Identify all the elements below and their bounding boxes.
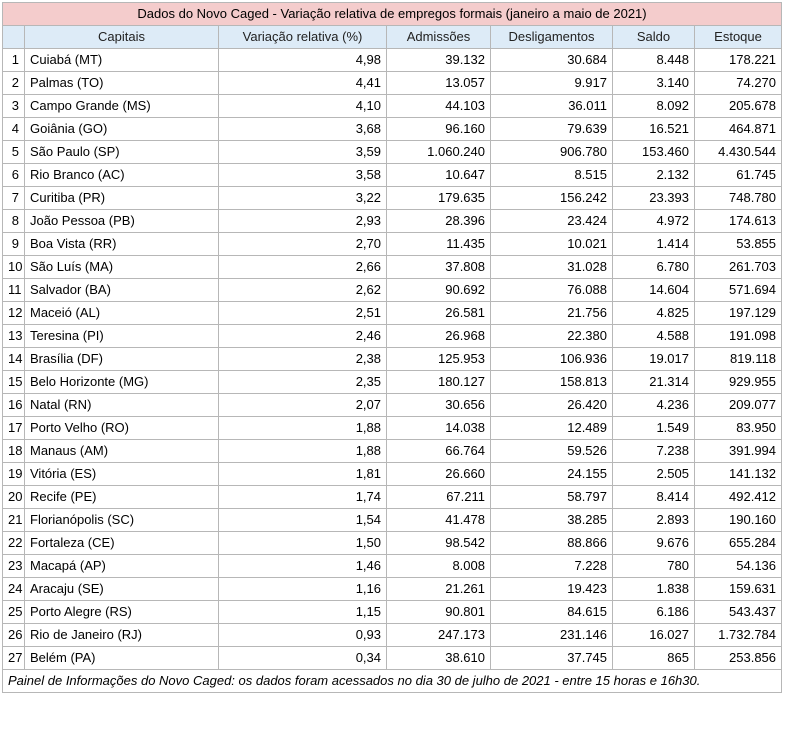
table-row — [3, 486, 782, 509]
cell-desligamentos: 84.615 — [491, 601, 613, 624]
row-number: 13 — [3, 325, 25, 348]
table-row — [3, 578, 782, 601]
cell-capital: Macapá (AP) — [25, 555, 219, 578]
table-row — [3, 187, 782, 210]
cell-saldo: 9.676 — [613, 532, 695, 555]
cell-admissoes: 28.396 — [387, 210, 491, 233]
cell-desligamentos: 79.639 — [491, 118, 613, 141]
cell-variacao: 2,93 — [219, 210, 387, 233]
cell-variacao: 4,41 — [219, 72, 387, 95]
cell-estoque: 54.136 — [695, 555, 782, 578]
cell-saldo: 2.505 — [613, 463, 695, 486]
cell-variacao: 2,51 — [219, 302, 387, 325]
table-row — [3, 118, 782, 141]
cell-variacao: 2,70 — [219, 233, 387, 256]
cell-variacao: 1,88 — [219, 417, 387, 440]
cell-desligamentos: 26.420 — [491, 394, 613, 417]
table-row — [3, 49, 782, 72]
cell-desligamentos: 38.285 — [491, 509, 613, 532]
cell-estoque: 655.284 — [695, 532, 782, 555]
row-number: 25 — [3, 601, 25, 624]
table-row — [3, 371, 782, 394]
table-row — [3, 601, 782, 624]
cell-capital: Florianópolis (SC) — [25, 509, 219, 532]
table-header-row — [3, 26, 782, 49]
caged-data-table — [2, 2, 782, 693]
table-footer-row — [3, 670, 782, 693]
row-number: 12 — [3, 302, 25, 325]
cell-saldo: 8.414 — [613, 486, 695, 509]
cell-estoque: 748.780 — [695, 187, 782, 210]
cell-estoque: 205.678 — [695, 95, 782, 118]
row-number: 9 — [3, 233, 25, 256]
cell-desligamentos: 12.489 — [491, 417, 613, 440]
cell-capital: Belo Horizonte (MG) — [25, 371, 219, 394]
cell-estoque: 178.221 — [695, 49, 782, 72]
cell-saldo: 2.893 — [613, 509, 695, 532]
row-number: 5 — [3, 141, 25, 164]
cell-capital: Rio de Janeiro (RJ) — [25, 624, 219, 647]
table-row — [3, 95, 782, 118]
cell-saldo: 6.780 — [613, 256, 695, 279]
source-note: Painel de Informações do Novo Caged: os dados foram acessados no dia 30 de julho de 2021 - entre 15 horas e 16h30. — [3, 670, 782, 693]
cell-variacao: 2,07 — [219, 394, 387, 417]
cell-desligamentos: 88.866 — [491, 532, 613, 555]
cell-variacao: 2,38 — [219, 348, 387, 371]
table-row — [3, 233, 782, 256]
cell-capital: Porto Alegre (RS) — [25, 601, 219, 624]
cell-variacao: 0,93 — [219, 624, 387, 647]
cell-desligamentos: 156.242 — [491, 187, 613, 210]
cell-saldo: 3.140 — [613, 72, 695, 95]
cell-estoque: 53.855 — [695, 233, 782, 256]
cell-desligamentos: 19.423 — [491, 578, 613, 601]
table-row — [3, 210, 782, 233]
cell-admissoes: 39.132 — [387, 49, 491, 72]
cell-saldo: 1.549 — [613, 417, 695, 440]
cell-capital: Goiânia (GO) — [25, 118, 219, 141]
cell-variacao: 4,10 — [219, 95, 387, 118]
cell-saldo: 1.838 — [613, 578, 695, 601]
row-number: 23 — [3, 555, 25, 578]
cell-variacao: 3,59 — [219, 141, 387, 164]
column-header-admissoes[interactable]: Admissões — [387, 26, 491, 49]
row-number: 15 — [3, 371, 25, 394]
column-header-desligamentos[interactable]: Desligamentos — [491, 26, 613, 49]
row-number: 21 — [3, 509, 25, 532]
cell-desligamentos: 36.011 — [491, 95, 613, 118]
cell-saldo: 1.414 — [613, 233, 695, 256]
column-header-estoque[interactable]: Estoque — [695, 26, 782, 49]
table-row — [3, 624, 782, 647]
cell-admissoes: 10.647 — [387, 164, 491, 187]
cell-capital: Teresina (PI) — [25, 325, 219, 348]
cell-admissoes: 247.173 — [387, 624, 491, 647]
cell-desligamentos: 58.797 — [491, 486, 613, 509]
cell-variacao: 3,68 — [219, 118, 387, 141]
table-row — [3, 394, 782, 417]
cell-estoque: 1.732.784 — [695, 624, 782, 647]
row-number: 1 — [3, 49, 25, 72]
cell-variacao: 1,54 — [219, 509, 387, 532]
cell-admissoes: 8.008 — [387, 555, 491, 578]
table-row — [3, 279, 782, 302]
page-title: Dados do Novo Caged - Variação relativa de empregos formais (janeiro a maio de 2021) — [3, 3, 782, 26]
cell-desligamentos: 7.228 — [491, 555, 613, 578]
cell-desligamentos: 9.917 — [491, 72, 613, 95]
cell-capital: Aracaju (SE) — [25, 578, 219, 601]
cell-admissoes: 1.060.240 — [387, 141, 491, 164]
row-number: 14 — [3, 348, 25, 371]
cell-desligamentos: 31.028 — [491, 256, 613, 279]
column-header-saldo[interactable]: Saldo — [613, 26, 695, 49]
table-row — [3, 555, 782, 578]
row-number: 3 — [3, 95, 25, 118]
cell-variacao: 1,46 — [219, 555, 387, 578]
cell-admissoes: 44.103 — [387, 95, 491, 118]
cell-capital: Campo Grande (MS) — [25, 95, 219, 118]
cell-estoque: 492.412 — [695, 486, 782, 509]
cell-capital: Fortaleza (CE) — [25, 532, 219, 555]
row-number: 19 — [3, 463, 25, 486]
cell-admissoes: 67.211 — [387, 486, 491, 509]
cell-estoque: 571.694 — [695, 279, 782, 302]
cell-saldo: 16.027 — [613, 624, 695, 647]
cell-variacao: 1,16 — [219, 578, 387, 601]
row-number: 22 — [3, 532, 25, 555]
cell-saldo: 4.588 — [613, 325, 695, 348]
cell-estoque: 261.703 — [695, 256, 782, 279]
cell-saldo: 153.460 — [613, 141, 695, 164]
cell-variacao: 3,22 — [219, 187, 387, 210]
cell-saldo: 21.314 — [613, 371, 695, 394]
cell-variacao: 2,62 — [219, 279, 387, 302]
cell-admissoes: 26.660 — [387, 463, 491, 486]
cell-estoque: 4.430.544 — [695, 141, 782, 164]
cell-estoque: 74.270 — [695, 72, 782, 95]
cell-estoque: 543.437 — [695, 601, 782, 624]
table-row — [3, 463, 782, 486]
cell-admissoes: 30.656 — [387, 394, 491, 417]
cell-estoque: 159.631 — [695, 578, 782, 601]
row-number: 20 — [3, 486, 25, 509]
cell-saldo: 8.092 — [613, 95, 695, 118]
table-row — [3, 141, 782, 164]
cell-capital: Natal (RN) — [25, 394, 219, 417]
cell-variacao: 1,74 — [219, 486, 387, 509]
cell-capital: João Pessoa (PB) — [25, 210, 219, 233]
cell-saldo: 865 — [613, 647, 695, 670]
cell-admissoes: 125.953 — [387, 348, 491, 371]
row-number: 11 — [3, 279, 25, 302]
column-header-rownum — [3, 26, 25, 49]
cell-estoque: 929.955 — [695, 371, 782, 394]
cell-capital: Porto Velho (RO) — [25, 417, 219, 440]
cell-saldo: 6.186 — [613, 601, 695, 624]
cell-admissoes: 96.160 — [387, 118, 491, 141]
table-row — [3, 325, 782, 348]
cell-desligamentos: 158.813 — [491, 371, 613, 394]
row-number: 4 — [3, 118, 25, 141]
cell-estoque: 61.745 — [695, 164, 782, 187]
table-row — [3, 532, 782, 555]
cell-variacao: 0,34 — [219, 647, 387, 670]
row-number: 16 — [3, 394, 25, 417]
cell-saldo: 23.393 — [613, 187, 695, 210]
cell-capital: Salvador (BA) — [25, 279, 219, 302]
cell-variacao: 1,50 — [219, 532, 387, 555]
cell-estoque: 83.950 — [695, 417, 782, 440]
cell-estoque: 209.077 — [695, 394, 782, 417]
row-number: 6 — [3, 164, 25, 187]
row-number: 26 — [3, 624, 25, 647]
cell-admissoes: 179.635 — [387, 187, 491, 210]
cell-saldo: 19.017 — [613, 348, 695, 371]
cell-admissoes: 26.968 — [387, 325, 491, 348]
column-header-variacao[interactable]: Variação relativa (%) — [219, 26, 387, 49]
cell-estoque: 141.132 — [695, 463, 782, 486]
cell-desligamentos: 906.780 — [491, 141, 613, 164]
cell-admissoes: 38.610 — [387, 647, 491, 670]
cell-capital: Belém (PA) — [25, 647, 219, 670]
cell-variacao: 1,15 — [219, 601, 387, 624]
cell-desligamentos: 231.146 — [491, 624, 613, 647]
cell-estoque: 190.160 — [695, 509, 782, 532]
cell-capital: Rio Branco (AC) — [25, 164, 219, 187]
cell-admissoes: 66.764 — [387, 440, 491, 463]
cell-desligamentos: 24.155 — [491, 463, 613, 486]
cell-variacao: 4,98 — [219, 49, 387, 72]
cell-desligamentos: 59.526 — [491, 440, 613, 463]
cell-admissoes: 11.435 — [387, 233, 491, 256]
row-number: 27 — [3, 647, 25, 670]
cell-variacao: 3,58 — [219, 164, 387, 187]
cell-desligamentos: 22.380 — [491, 325, 613, 348]
cell-saldo: 16.521 — [613, 118, 695, 141]
cell-variacao: 1,88 — [219, 440, 387, 463]
cell-capital: Manaus (AM) — [25, 440, 219, 463]
row-number: 10 — [3, 256, 25, 279]
cell-capital: São Luís (MA) — [25, 256, 219, 279]
cell-saldo: 14.604 — [613, 279, 695, 302]
cell-saldo: 7.238 — [613, 440, 695, 463]
cell-desligamentos: 106.936 — [491, 348, 613, 371]
table-row — [3, 348, 782, 371]
table-row — [3, 256, 782, 279]
cell-variacao: 2,46 — [219, 325, 387, 348]
cell-capital: Boa Vista (RR) — [25, 233, 219, 256]
row-number: 8 — [3, 210, 25, 233]
row-number: 24 — [3, 578, 25, 601]
row-number: 18 — [3, 440, 25, 463]
cell-estoque: 391.994 — [695, 440, 782, 463]
table-row — [3, 72, 782, 95]
cell-admissoes: 14.038 — [387, 417, 491, 440]
cell-saldo: 4.972 — [613, 210, 695, 233]
cell-variacao: 2,35 — [219, 371, 387, 394]
cell-estoque: 174.613 — [695, 210, 782, 233]
cell-capital: Cuiabá (MT) — [25, 49, 219, 72]
cell-estoque: 253.856 — [695, 647, 782, 670]
cell-desligamentos: 10.021 — [491, 233, 613, 256]
cell-desligamentos: 21.756 — [491, 302, 613, 325]
cell-estoque: 819.118 — [695, 348, 782, 371]
table-row — [3, 164, 782, 187]
cell-admissoes: 41.478 — [387, 509, 491, 532]
cell-capital: Brasília (DF) — [25, 348, 219, 371]
cell-admissoes: 26.581 — [387, 302, 491, 325]
cell-estoque: 191.098 — [695, 325, 782, 348]
cell-variacao: 2,66 — [219, 256, 387, 279]
cell-desligamentos: 23.424 — [491, 210, 613, 233]
cell-saldo: 4.236 — [613, 394, 695, 417]
table-row — [3, 647, 782, 670]
cell-desligamentos: 76.088 — [491, 279, 613, 302]
cell-admissoes: 13.057 — [387, 72, 491, 95]
row-number: 7 — [3, 187, 25, 210]
cell-capital: Palmas (TO) — [25, 72, 219, 95]
cell-desligamentos: 8.515 — [491, 164, 613, 187]
cell-desligamentos: 37.745 — [491, 647, 613, 670]
cell-capital: Curitiba (PR) — [25, 187, 219, 210]
cell-desligamentos: 30.684 — [491, 49, 613, 72]
cell-estoque: 464.871 — [695, 118, 782, 141]
cell-capital: Recife (PE) — [25, 486, 219, 509]
cell-admissoes: 21.261 — [387, 578, 491, 601]
cell-admissoes: 37.808 — [387, 256, 491, 279]
cell-admissoes: 90.801 — [387, 601, 491, 624]
cell-saldo: 8.448 — [613, 49, 695, 72]
row-number: 17 — [3, 417, 25, 440]
cell-capital: São Paulo (SP) — [25, 141, 219, 164]
cell-admissoes: 180.127 — [387, 371, 491, 394]
cell-admissoes: 98.542 — [387, 532, 491, 555]
table-row — [3, 509, 782, 532]
cell-estoque: 197.129 — [695, 302, 782, 325]
cell-saldo: 780 — [613, 555, 695, 578]
row-number: 2 — [3, 72, 25, 95]
table-title-row — [3, 3, 782, 26]
cell-capital: Vitória (ES) — [25, 463, 219, 486]
cell-saldo: 4.825 — [613, 302, 695, 325]
cell-admissoes: 90.692 — [387, 279, 491, 302]
column-header-capitais[interactable]: Capitais — [25, 26, 219, 49]
cell-capital: Maceió (AL) — [25, 302, 219, 325]
cell-variacao: 1,81 — [219, 463, 387, 486]
table-row — [3, 440, 782, 463]
table-row — [3, 302, 782, 325]
cell-saldo: 2.132 — [613, 164, 695, 187]
table-row — [3, 417, 782, 440]
